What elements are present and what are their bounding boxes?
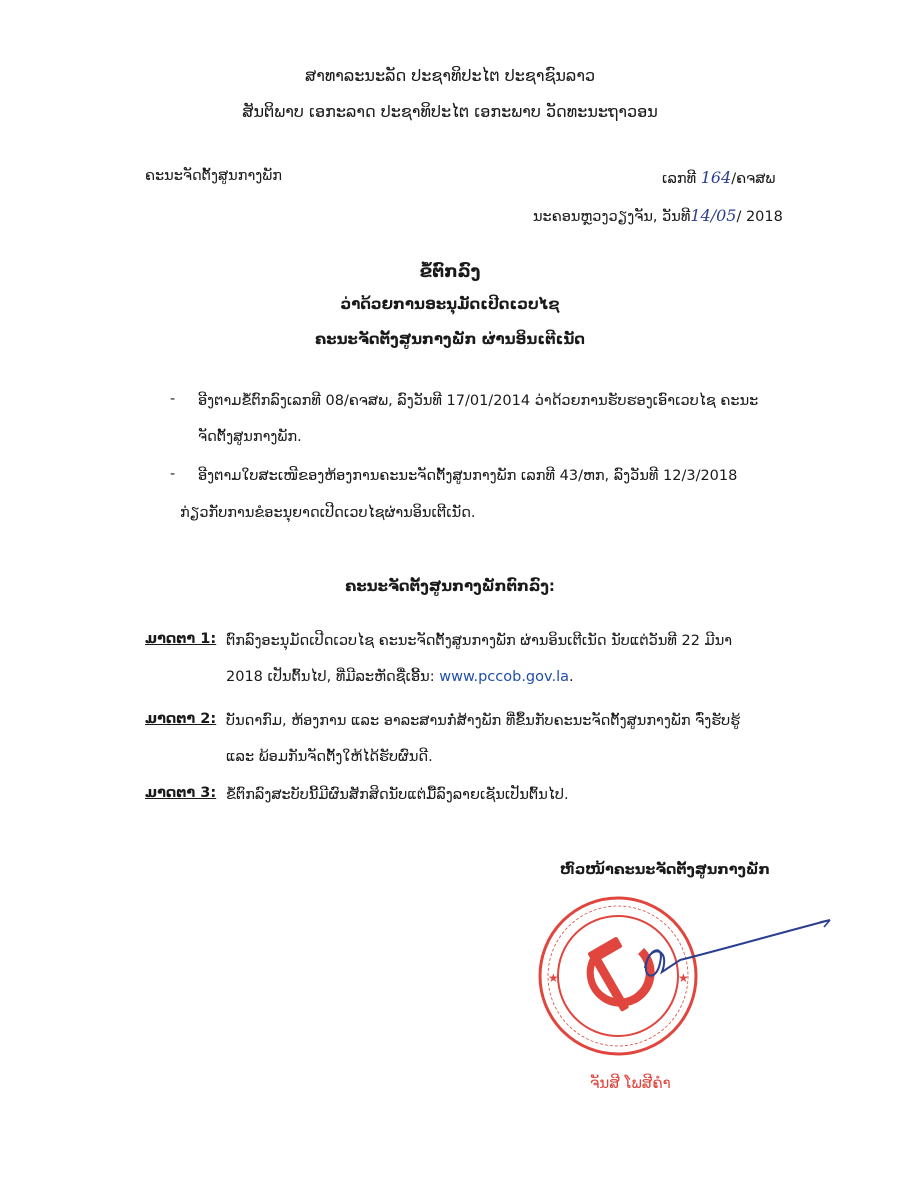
- reference-dash: -: [170, 391, 176, 407]
- date-year: / 2018: [736, 209, 783, 225]
- svg-text:★: ★: [678, 971, 689, 985]
- reference-dash: -: [170, 466, 176, 482]
- article-1-line-2-suffix: .: [568, 669, 574, 685]
- article-2-label: ມາດຕາ 2:: [145, 711, 217, 727]
- signatory-name: ຈັນສີ ໂພສີຄຳ: [590, 1074, 671, 1092]
- number-suffix: /ຄຈສພ: [731, 171, 776, 187]
- reference-1-line-1: ອີງຕາມຂໍ້ຕົກລົງເລກທີ 08/ຄຈສພ, ລົງວັນທີ 17/01/2014 ວ່າດ້ວຍການຮັບຮອງເອົາເວບໄຊ ຄະນະ: [198, 393, 759, 409]
- svg-text:★: ★: [548, 971, 559, 985]
- decision-heading: ຄະນະຈັດຕັ້ງສູນກາງພັກຕົກລົງ:: [345, 577, 555, 595]
- reference-1-line-2: ຈັດຕັ້ງສູນກາງພັກ.: [198, 429, 302, 445]
- reference-2-line-1: ອີງຕາມໃບສະເໜີຂອງຫ້ອງການຄະນະຈັດຕັ້ງສູນກາງພັກ ເລກທີ 43/ຫກ, ລົງວັນທີ 12/3/2018: [198, 468, 738, 484]
- stamp-seal: [540, 898, 696, 1054]
- place-date-prefix: ນະຄອນຫຼວງວຽງຈັນ, ວັນທີ: [533, 209, 691, 225]
- issuing-organization: ຄະນະຈັດຕັ້ງສູນກາງພັກ: [145, 168, 282, 184]
- website-link[interactable]: www.pccob.gov.la: [439, 669, 569, 685]
- handwritten-date: 14/05: [690, 206, 737, 225]
- document-subtitle-2: ຄະນະຈັດຕັ້ງສູນກາງພັກ ຜ່ານອິນເຕີເນັດ: [315, 330, 585, 348]
- article-1-line-1: ຕົກລົງອະນຸມັດເປີດເວບໄຊ ຄະນະຈັດຕັ້ງສູນກາງພັກ ຜ່ານອິນເຕີເນັດ ນັບແຕ່ວັນທີ 22 ມີນາ: [226, 633, 733, 649]
- document-subtitle-1: ວ່າດ້ວຍການອະນຸມັດເປີດເວບໄຊ: [340, 295, 560, 313]
- document-number: [662, 168, 775, 187]
- national-motto: ສັນຕິພາບ ເອກະລາດ ປະຊາທິປະໄຕ ເອກະພາບ ວັດທະນະຖາວອນ: [242, 102, 658, 121]
- article-2-line-1: ບັນດາກົມ, ຫ້ອງການ ແລະ ອາລະສານກໍ່ສ້າງພັກ ທີ່ຂຶ້ນກັບຄະນະຈັດຕັ້ງສູນກາງພັກ ຈົ່ງຮັບຮູ້: [226, 713, 741, 729]
- article-3-line-1: ຂໍ້ຕົກລົງສະບັບນີ້ມີຜົນສັກສິດນັບແຕ່ມື້ລົງລາຍເຊັນເປັນຕົ້ນໄປ.: [226, 787, 569, 803]
- document-title: ຂໍ້ຕົກລົງ: [419, 262, 481, 282]
- number-prefix: ເລກທີ: [662, 171, 697, 187]
- place-date: [533, 206, 783, 225]
- article-1-line-2-prefix: 2018 ເປັນຕົ້ນໄປ, ທີ່ມີລະຫັດຊື່ເອີ້ນ:: [226, 669, 435, 685]
- article-2-line-2: ແລະ ພ້ອມກັນຈັດຕັ້ງໃຫ້ໄດ້ຮັບຜົນດີ.: [226, 749, 433, 765]
- official-stamp-icon: [530, 888, 850, 1058]
- handwritten-number: 164: [700, 168, 732, 187]
- article-3-label: ມາດຕາ 3:: [145, 785, 217, 801]
- signatory-position: ຫົວໜ້າຄະນະຈັດຕັ້ງສູນກາງພັກ: [560, 862, 770, 878]
- article-1-label: ມາດຕາ 1:: [145, 631, 217, 647]
- country-name: ສາທາລະນະລັດ ປະຊາທິປະໄຕ ປະຊາຊົນລາວ: [304, 66, 596, 85]
- article-1-line-2: [226, 666, 574, 688]
- reference-2-line-2: ກ່ຽວກັບການຂໍອະນຸຍາດເປີດເວບໄຊຜ່ານອິນເຕີເນັດ.: [180, 505, 476, 521]
